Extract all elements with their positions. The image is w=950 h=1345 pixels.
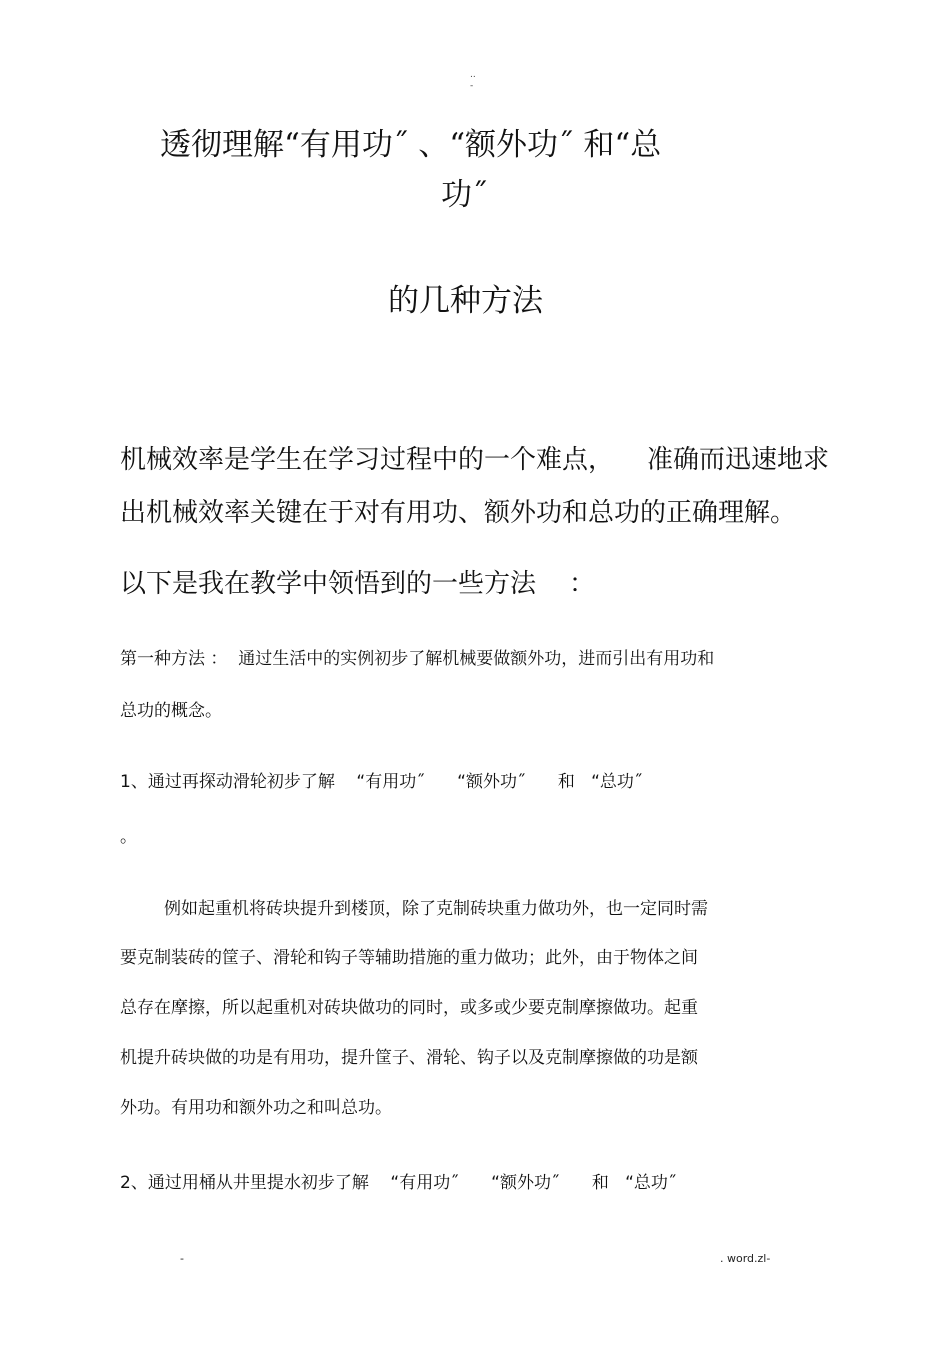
footer-left: - bbox=[180, 1252, 184, 1265]
paragraph-1-line-3: 总存在摩擦，所以起重机对砖块做功的同时，或多或少要克制摩擦做功。起重 bbox=[120, 998, 698, 1018]
paragraph-1-line-1: 例如起重机将砖块提升到楼顶，除了克制砖块重力做功外，也一定同时需 bbox=[164, 899, 708, 919]
paragraph-1-line-5: 外功。有用功和额外功之和叫总功。 bbox=[120, 1098, 392, 1118]
page-title-line-2: 功˝ bbox=[441, 177, 488, 213]
method-1-line-1: 第一种方法 ： 通过生活中的实例初步了解机械要做额外功，进而引出有用功和 bbox=[120, 649, 715, 669]
paragraph-1-line-2: 要克制装砖的筐子、滑轮和钩子等辅助措施的重力做功；此外，由于物体之间 bbox=[120, 948, 698, 968]
section-1-heading-end: 。 bbox=[120, 827, 137, 847]
intro-line-2: 出机械效率关键在于对有用功、额外功和总功的正确理解。 bbox=[120, 498, 797, 528]
section-1-heading: 1、通过再探动滑轮初步了解 “有用功˝ “额外功˝ 和 “总功˝ bbox=[120, 772, 643, 792]
page-title-line-3: 的几种方法 bbox=[388, 283, 543, 319]
page-title-line-1: 透彻理解“有用功˝ 、“额外功˝ 和“总 bbox=[160, 127, 662, 163]
footer-right: . word.zl- bbox=[720, 1252, 771, 1265]
paragraph-1-line-4: 机提升砖块做的功是有用功，提升筐子、滑轮、钩子以及克制摩擦做的功是额 bbox=[120, 1048, 698, 1068]
header-mark: .. - bbox=[470, 70, 476, 91]
method-1-line-2: 总功的概念。 bbox=[120, 701, 222, 721]
intro-line-3: 以下是我在教学中领悟到的一些方法 ： bbox=[120, 569, 596, 599]
intro-line-1: 机械效率是学生在学习过程中的一个难点， 准确而迅速地求 bbox=[120, 445, 830, 475]
section-2-heading: 2、通过用桶从井里提水初步了解 “有用功˝ “额外功˝ 和 “总功˝ bbox=[120, 1173, 677, 1193]
